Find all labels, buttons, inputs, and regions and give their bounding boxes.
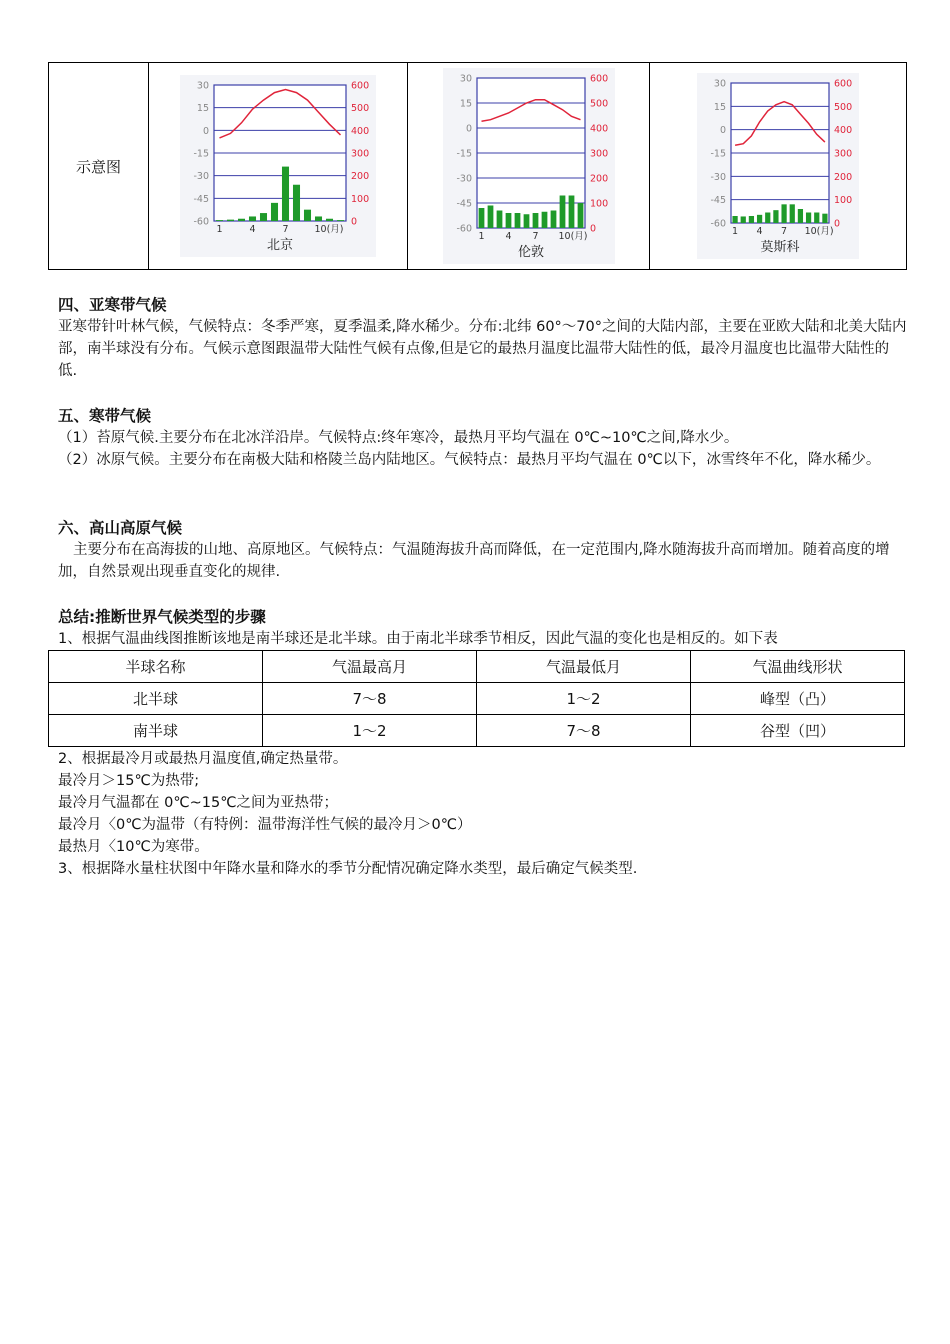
precipitation-bar [814,213,819,224]
temperature-tick-label: -45 [710,195,726,207]
table-cell: 北半球 [49,683,263,715]
chart-cell-moscow [650,63,907,270]
table-row [49,715,905,747]
precipitation-bar [822,214,827,223]
precipitation-bar [741,216,746,223]
precipitation-tick-label: 100 [351,193,370,205]
precipitation-bar [798,209,803,223]
temperature-tick-label: 15 [713,101,726,113]
month-tick-label: 1 [732,226,739,237]
temperature-tick-label: -15 [455,148,472,160]
precipitation-tick-label: 500 [351,103,370,115]
precipitation-tick-label: 100 [834,195,853,207]
precipitation-bar [326,219,333,221]
precipitation-tick-label: 400 [351,125,370,137]
step-3: 3、根据降水量柱状图中年降水量和降水的季节分配情况确定降水类型，最后确定气候类型. [58,861,638,877]
precipitation-bar [487,206,493,229]
climate-chart-moscow [697,73,859,259]
table-header: 气温最低月 [477,651,691,683]
precipitation-tick-label: 200 [351,171,370,183]
table-header: 气温最高月 [263,651,477,683]
precipitation-bar [216,220,223,221]
chart-cell-london [408,63,650,270]
month-tick-label: 10(月) [558,231,588,242]
precipitation-bar [337,220,344,221]
month-tick-label: 10(月) [804,226,834,237]
precipitation-bar [304,210,311,221]
precipitation-bar [568,196,574,229]
temperature-tick-label: -45 [455,198,472,210]
temperature-tick-label: -30 [710,171,726,183]
precipitation-tick-label: 500 [834,101,853,113]
precipitation-bar [559,196,565,229]
temperature-tick-label: 0 [465,123,472,135]
temperature-tick-label: -60 [193,216,209,228]
precipitation-tick-label: 500 [589,98,608,110]
precipitation-tick-label: 0 [351,216,358,228]
section-title: 总结:推断世界气候类型的步骤 [58,608,266,626]
precipitation-tick-label: 100 [589,198,608,210]
precipitation-bar [749,216,754,223]
precipitation-tick-label: 200 [834,171,853,183]
month-tick-label: 1 [216,224,223,235]
month-tick-label: 4 [504,231,512,242]
precipitation-bar [541,212,547,228]
table-cell: 谷型（凹） [691,715,905,747]
temperature-tick-label: -15 [193,148,209,160]
table-cell: 7～8 [263,683,477,715]
chart-city-label: 伦敦 [517,245,544,260]
precipitation-tick-label: 400 [834,125,853,137]
precipitation-bar [757,215,762,223]
precipitation-bar [271,203,278,221]
section-line: （2）冰原气候。主要分布在南极大陆和格陵兰岛内陆地区。气候特点：最热月平均气温在 0℃以下，冰雪终年不化，降水稀少。 [58,452,881,468]
precipitation-bar [238,219,245,221]
precipitation-bar [227,220,234,221]
precipitation-bar [315,216,322,221]
step-2-item: 最冷月〈0℃为温带（有特例：温带海洋性气候的最冷月＞0℃） [58,817,472,833]
steps-list [58,748,908,880]
precipitation-bar [790,204,795,223]
row-label: 示意图 [49,63,149,270]
month-tick-label: 1 [477,231,485,242]
section-title: 六、高山高原气候 [58,519,183,537]
precipitation-bar [577,203,583,228]
month-tick-label: 7 [282,224,289,235]
section-title: 四、亚寒带气候 [58,296,167,314]
precipitation-bar [293,185,300,221]
precipitation-bar [765,213,770,224]
temperature-tick-label: -30 [193,171,209,183]
section-line: （1）苔原气候.主要分布在北冰洋沿岸。气候特点:终年寒冷，最热月平均气温在 0℃~10℃之间,降水少。 [58,430,739,446]
section-body: 亚寒带针叶林气候，气候特点：冬季严寒，夏季温柔,降水稀少。分布:北纬 60°～70°之间的大陆内部，主要在亚欧大陆和北美大陆内部，南半球没有分布。气候示意图跟温带大陆性气候有点像,但是它的最热月温度比温带大陆性的低，最冷月温度也比温带大陆性的低. [58,319,907,379]
month-tick-label: 4 [249,224,256,235]
precipitation-tick-label: 0 [834,218,841,230]
precipitation-bar [773,210,778,223]
month-tick-label: 7 [781,226,788,237]
step-2: 2、根据最冷月或最热月温度值,确定热量带。 [58,751,348,767]
temperature-tick-label: 30 [459,73,472,85]
climate-chart-table [48,62,907,270]
precipitation-tick-label: 300 [834,148,853,160]
precipitation-bar [478,208,484,228]
precipitation-tick-label: 200 [589,173,608,185]
precipitation-bar [249,216,256,221]
table-cell: 峰型（凸） [691,683,905,715]
temperature-tick-label: -60 [710,218,726,230]
month-tick-label: 7 [531,231,539,242]
step-2-item: 最冷月气温都在 0℃~15℃之间为亚热带； [58,795,339,811]
table-cell: 南半球 [49,715,263,747]
precipitation-bar [282,167,289,221]
precipitation-bar [523,214,529,228]
table-header: 半球名称 [49,651,263,683]
precipitation-bar [260,213,267,221]
climate-chart-beijing [180,75,376,257]
climate-chart-london [443,68,615,264]
precipitation-bar [496,211,502,229]
precipitation-bar [505,213,511,228]
temperature-tick-label: 15 [459,98,472,110]
precipitation-bar [514,213,520,228]
table-header: 气温曲线形状 [691,651,905,683]
temperature-tick-label: 30 [196,80,209,92]
step-2-item: 最热月〈10℃为寒带。 [58,839,209,855]
precipitation-tick-label: 300 [589,148,608,160]
table-cell: 1～2 [263,715,477,747]
precipitation-tick-label: 600 [834,78,853,90]
precipitation-tick-label: 0 [589,223,596,235]
temperature-tick-label: -60 [455,223,472,235]
temperature-tick-label: 0 [719,125,726,137]
table-header-row [49,651,905,683]
month-tick-label: 10(月) [314,224,344,235]
precipitation-bar [732,216,737,223]
chart-cell-beijing [149,63,408,270]
precipitation-bar [550,211,556,229]
temperature-tick-label: 15 [196,103,209,115]
section-polar [58,405,908,471]
step-2-item: 最冷月＞15℃为热带; [58,773,200,789]
hemisphere-table [48,650,905,747]
month-tick-label: 4 [756,226,763,237]
table-cell: 7～8 [477,715,691,747]
precipitation-tick-label: 600 [589,73,608,85]
temperature-tick-label: 0 [202,125,209,137]
chart-city-label: 莫斯科 [760,240,800,255]
section-subarctic [58,294,908,382]
section-body: 主要分布在高海拔的山地、高原地区。气候特点：气温随海拔升高而降低，在一定范围内,降水随海拔升高而增加。随着高度的增加，自然景观出现垂直变化的规律. [58,542,890,580]
section-highland [58,517,908,583]
section-summary [58,606,908,650]
section-title: 五、寒带气候 [58,407,152,425]
chart-city-label: 北京 [266,238,294,253]
precipitation-bar [532,213,538,228]
precipitation-bar [806,213,811,224]
temperature-tick-label: -15 [710,148,726,160]
precipitation-bar [781,204,786,223]
table-row [49,683,905,715]
precipitation-tick-label: 300 [351,148,370,160]
precipitation-tick-label: 600 [351,80,370,92]
table-cell: 1～2 [477,683,691,715]
precipitation-tick-label: 400 [589,123,608,135]
temperature-tick-label: -30 [455,173,472,185]
temperature-tick-label: -45 [193,193,209,205]
temperature-tick-label: 30 [713,78,726,90]
step-1: 1、根据气温曲线图推断该地是南半球还是北半球。由于南北半球季节相反，因此气温的变化也是相反的。如下表 [58,631,778,647]
